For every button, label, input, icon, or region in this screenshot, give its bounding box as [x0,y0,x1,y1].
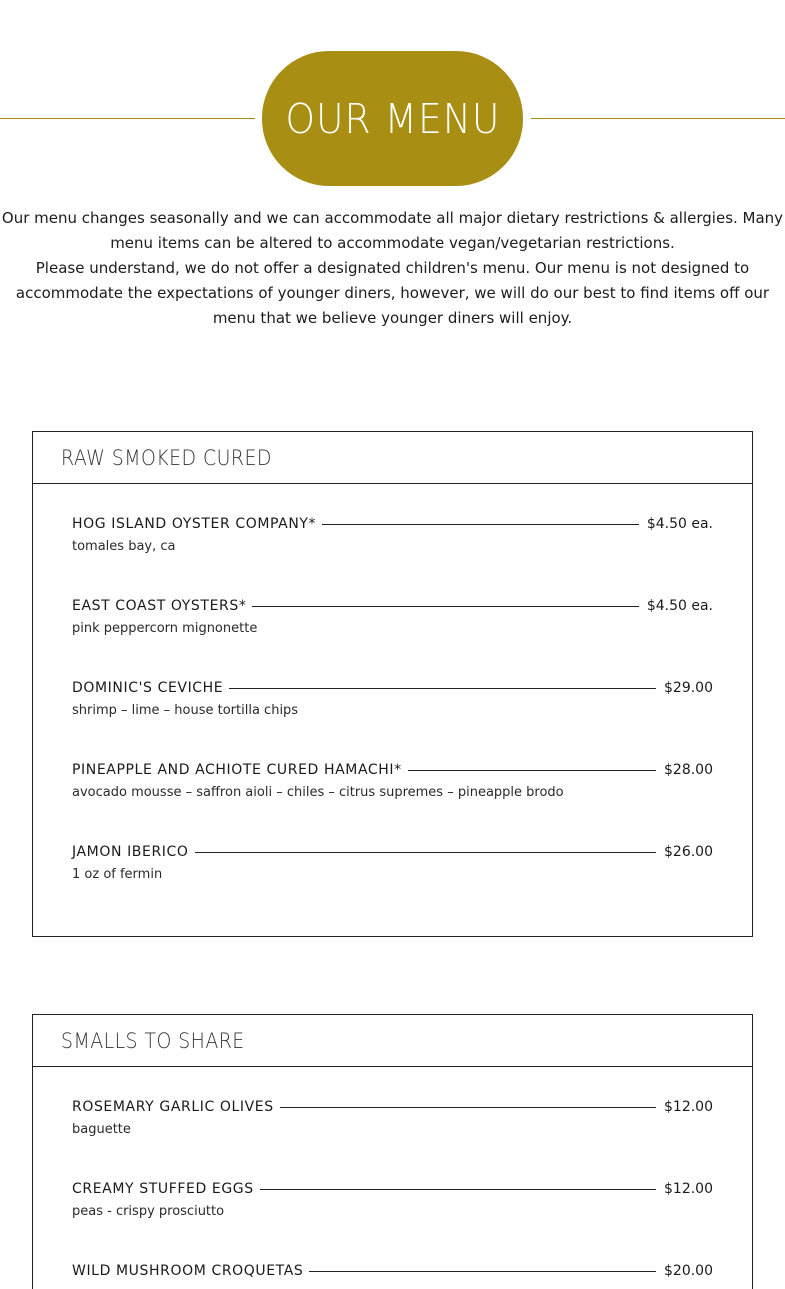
menu-item-description: pink peppercorn mignonette [72,621,258,636]
menu-item-name: EAST COAST OYSTERS* [72,598,247,614]
leader-line [280,1107,656,1108]
menu-item-name: HOG ISLAND OYSTER COMPANY* [72,516,317,532]
section-header [33,1015,752,1067]
menu-item [72,840,713,922]
menu-item-price: $4.50 ea. [646,598,713,614]
menu-item-description: 1 oz of fermin [72,867,163,882]
menu-intro [0,206,785,331]
menu-item-price: $4.50 ea. [646,516,713,532]
menu-item-description: avocado mousse – saffron aioli – chiles – citrus supremes – pineapple brodo [72,785,564,800]
menu-item [72,512,713,594]
menu-item-price: $12.00 [664,1099,713,1115]
menu-item [72,1259,713,1289]
menu-item-description: peas - crispy prosciutto [72,1204,225,1219]
menu-section-smalls-to-share [32,1014,753,1289]
menu-item-description: tomales bay, ca [72,539,176,554]
section-items [33,484,752,936]
menu-item-description: baguette [72,1122,131,1137]
leader-line [322,524,639,525]
menu-item-name: ROSEMARY GARLIC OLIVES [72,1099,274,1115]
leader-line [229,688,656,689]
menu-item-name: JAMON IBERICO [72,844,189,860]
section-title: RAW SMOKED CURED [61,445,272,470]
menu-item-name: PINEAPPLE AND ACHIOTE CURED HAMACHI* [72,762,402,778]
menu-item-name: DOMINIC'S CEVICHE [72,680,224,696]
leader-line [252,606,638,607]
menu-item-name: CREAMY STUFFED EGGS [72,1181,254,1197]
menu-item-price: $12.00 [664,1181,713,1197]
title-pill [262,51,523,186]
menu-section-raw-smoked-cured [32,431,753,937]
menu-header [0,51,785,186]
leader-line [309,1271,656,1272]
leader-line [195,852,656,853]
intro-paragraph-children: Please understand, we do not offer a designated children's menu. Our menu is not designed to accommodate the expectations of younger diners, however, we will do our best to find items off our menu that we believe younger diners will enjoy. [15,259,770,327]
menu-item-price: $26.00 [664,844,713,860]
intro-paragraph-dietary: Our menu changes seasonally and we can accommodate all major dietary restrictions & allergies. Many menu items can be altered to accommodate vegan/vegetarian restrictions. [1,209,784,252]
menu-item-description: shrimp – lime – house tortilla chips [72,703,299,718]
leader-line [408,770,656,771]
section-items [33,1067,752,1289]
menu-item [72,1177,713,1259]
header-rule-left [0,118,255,119]
menu-item [72,594,713,676]
menu-item-price: $20.00 [664,1263,713,1279]
menu-item-price: $28.00 [664,762,713,778]
leader-line [260,1189,656,1190]
menu-item-name: WILD MUSHROOM CROQUETAS [72,1263,304,1279]
menu-item [72,758,713,840]
menu-item-price: $29.00 [664,680,713,696]
header-rule-right [531,118,785,119]
page-title: OUR MENU [284,94,501,143]
section-title: SMALLS TO SHARE [61,1028,245,1053]
section-header [33,432,752,484]
menu-item [72,1095,713,1177]
menu-item [72,676,713,758]
